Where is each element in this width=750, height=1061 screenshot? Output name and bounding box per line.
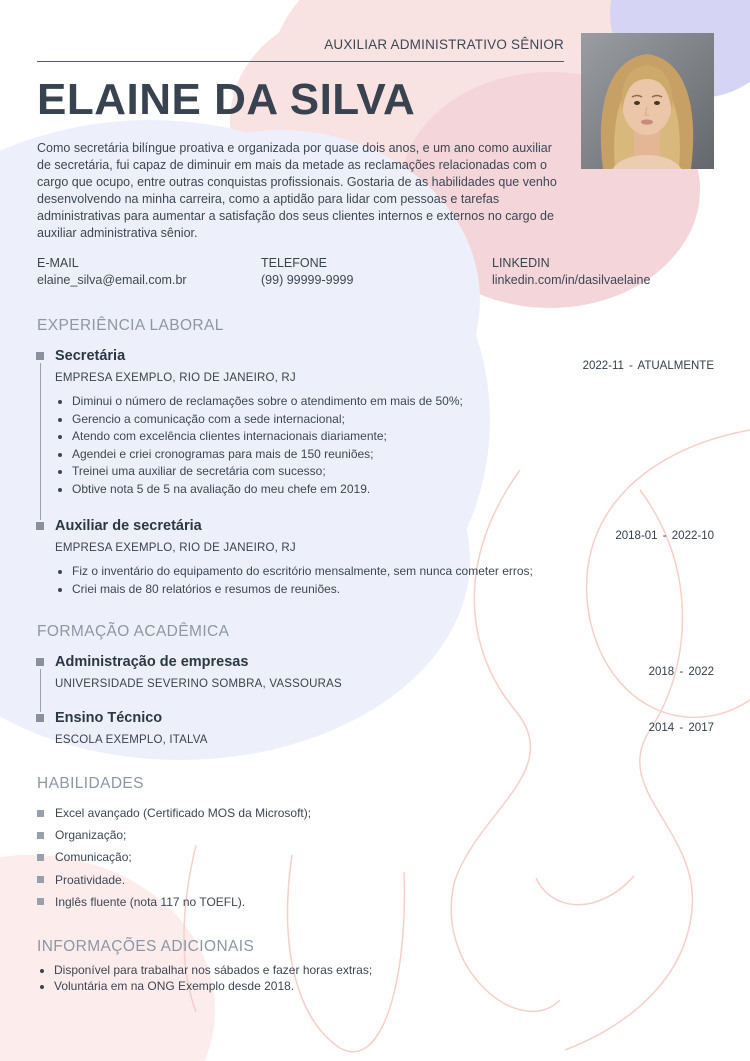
- skill-item: Excel avançado (Certificado MOS da Microsoft);: [37, 802, 714, 824]
- degree-title: Ensino Técnico: [55, 710, 163, 726]
- job-role: Auxiliar de secretária: [55, 518, 202, 534]
- role-title: AUXILIAR ADMINISTRATIVO SÊNIOR: [324, 37, 564, 52]
- job-bullet: • Fiz o inventário do equipamento do escritório mensalmente, sem nunca cometer erros;: [72, 563, 714, 581]
- job-bullet: • Gerencio a comunicação com a sede internacional;: [72, 411, 714, 429]
- education-period: 2014 - 2017: [648, 722, 714, 734]
- additional-item: • Disponível para trabalhar nos sábados e fazer horas extras;: [54, 963, 714, 979]
- education-entry: [37, 709, 714, 746]
- degree-title: Administração de empresas: [55, 654, 249, 670]
- school-name: ESCOLA EXEMPLO, ITALVA: [55, 734, 208, 746]
- job-bullet: • Diminui o número de reclamações sobre o atendimento em mais de 50%;: [72, 393, 714, 411]
- linkedin-label: LINKEDIN: [492, 256, 550, 270]
- candidate-name: ELAINE DA SILVA: [37, 75, 416, 124]
- contact-email-block: [37, 256, 261, 287]
- profile-summary: Como secretária bilíngue proativa e organizada por quase dois anos, e um ano como auxiliar de secretária, fui capaz de diminuir em mais da metade as reclamações relacionadas com o cargo que ocupo, entre outras conquistas profissionais. Gostaria de as habilidades que venho desenvolvendo na minha carreira, como a aptidão para lidar com pessoas e tarefas administrativas para aumentar a satisfação dos seus clientes internos e externos no cargo de auxiliar administrativa sênior.: [37, 141, 557, 240]
- phone-label: TELEFONE: [261, 256, 327, 270]
- skill-item: Inglês fluente (nota 117 no TOEFL).: [37, 891, 714, 913]
- email-label: E-MAIL: [37, 256, 79, 270]
- skill-item: Comunicação;: [37, 846, 714, 868]
- education-entry: [37, 653, 714, 690]
- email-value: elaine_silva@email.com.br: [37, 273, 187, 287]
- job-role: Secretária: [55, 348, 126, 364]
- job-bullet: • Criei mais de 80 relatórios e resumos de reuniões.: [72, 581, 714, 599]
- phone-value: (99) 99999-9999: [261, 273, 354, 287]
- skill-item: Proatividade.: [37, 869, 714, 891]
- skills-list: [37, 802, 714, 913]
- experience-entry: [37, 347, 714, 498]
- contact-phone-block: [261, 256, 492, 287]
- education-period: 2018 - 2022: [648, 666, 714, 678]
- skill-item: Organização;: [37, 824, 714, 846]
- education-list: [37, 653, 714, 746]
- job-bullet: • Treinei uma auxiliar de secretária com sucesso;: [72, 463, 714, 481]
- section-title-skills: HABILIDADES: [37, 775, 144, 792]
- additional-item: • Voluntária em na ONG Exemplo desde 2018.: [54, 979, 714, 995]
- contact-row: [37, 256, 714, 287]
- job-period: 2022-11 - ATUALMENTE: [582, 360, 714, 372]
- section-title-education: FORMAÇÃO ACADÊMICA: [37, 623, 230, 640]
- job-bullet: • Atendo com excelência clientes internacionais diariamente;: [72, 428, 714, 446]
- job-company: EMPRESA EXEMPLO, RIO DE JANEIRO, RJ: [55, 542, 296, 554]
- header-divider: [37, 61, 564, 62]
- section-title-experience: EXPERIÊNCIA LABORAL: [37, 317, 224, 334]
- job-bullet: • Obtive nota 5 de 5 na avaliação do meu chefe em 2019.: [72, 481, 714, 499]
- experience-entry: [37, 517, 714, 598]
- experience-list: [37, 347, 714, 598]
- linkedin-value: linkedin.com/in/dasilvaelaine: [492, 273, 651, 287]
- section-title-additional: INFORMAÇÕES ADICIONAIS: [37, 938, 255, 956]
- job-bullets: [55, 563, 714, 598]
- job-company: EMPRESA EXEMPLO, RIO DE JANEIRO, RJ: [55, 372, 296, 384]
- contact-linkedin-block: [492, 256, 714, 287]
- job-period: 2018-01 - 2022-10: [615, 530, 714, 542]
- job-bullet: • Agendei e criei cronogramas para mais de 150 reuniões;: [72, 446, 714, 464]
- additional-list: [37, 963, 714, 994]
- job-bullets: [55, 393, 714, 498]
- school-name: UNIVERSIDADE SEVERINO SOMBRA, VASSOURAS: [55, 678, 342, 690]
